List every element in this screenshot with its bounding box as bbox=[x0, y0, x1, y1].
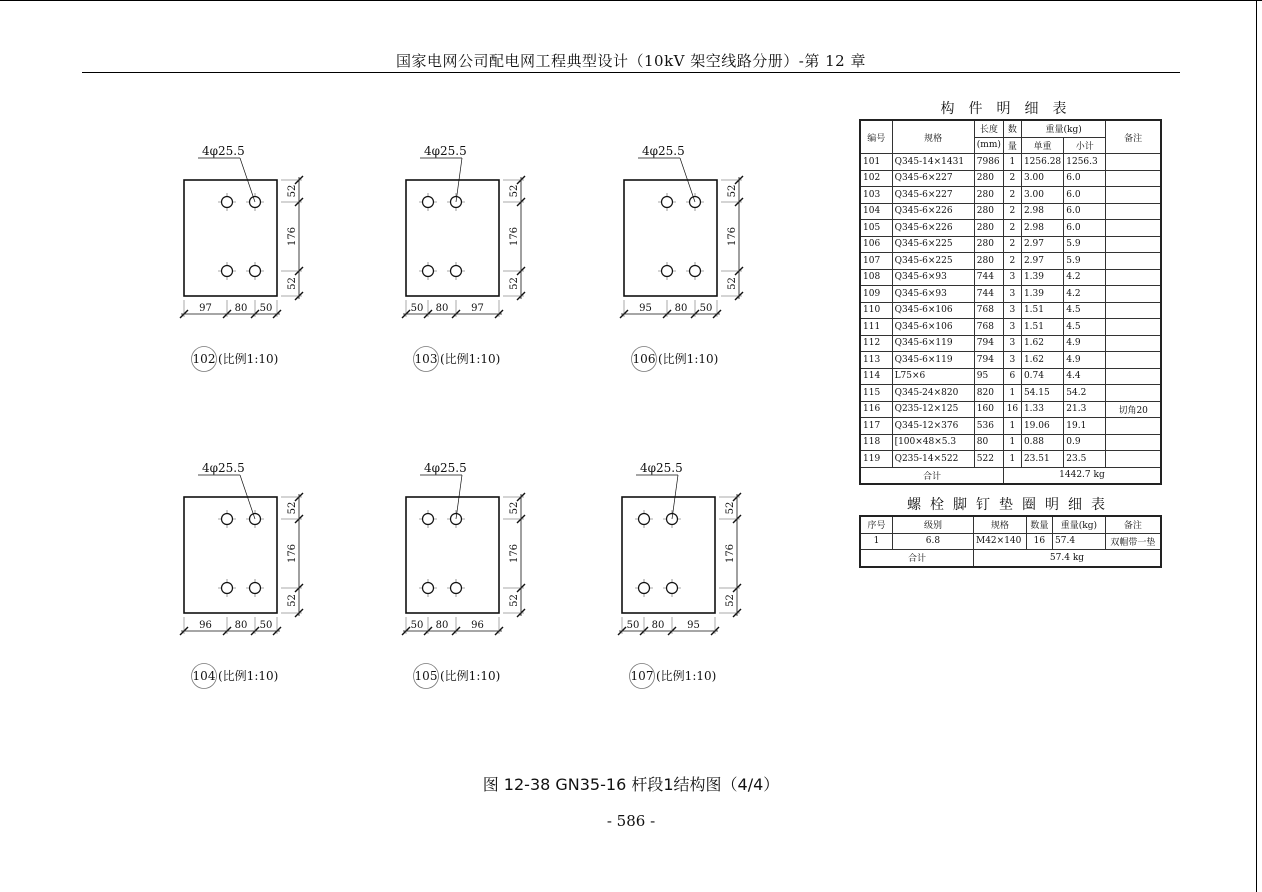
cell-remark bbox=[1106, 154, 1161, 171]
cell-remark bbox=[1106, 269, 1161, 286]
cell-unit-weight: 23.51 bbox=[1021, 451, 1063, 468]
vertical-dimension: 52 bbox=[287, 594, 298, 607]
vertical-dimension: 52 bbox=[725, 594, 736, 607]
parts-table-title: 构件明细表 bbox=[940, 101, 1081, 117]
cell-no: 117 bbox=[860, 418, 892, 435]
parts-total-value: 1442.7 kg bbox=[1003, 467, 1161, 484]
part-mark-number: 104 bbox=[192, 669, 216, 683]
cell-spec: Q345-14×1431 bbox=[892, 154, 974, 171]
plate-drawing bbox=[620, 140, 770, 380]
cell-no: 116 bbox=[860, 401, 892, 418]
cell-remark bbox=[1106, 451, 1161, 468]
cell-remark bbox=[1106, 220, 1161, 237]
part-mark-number: 107 bbox=[630, 669, 654, 683]
cell-unit-weight: 3.00 bbox=[1021, 170, 1063, 187]
vertical-dimension: 52 bbox=[509, 594, 520, 607]
bolt-hole bbox=[250, 583, 261, 594]
cell-qty: 16 bbox=[1003, 401, 1021, 418]
cell-qty: 16 bbox=[1026, 533, 1052, 550]
col-header-spec: 规格 bbox=[892, 120, 974, 154]
cell-length: 768 bbox=[974, 302, 1003, 319]
cell-spec: Q235-14×522 bbox=[892, 451, 974, 468]
cell-unit-weight: 54.15 bbox=[1021, 385, 1063, 402]
cell-unit-weight: 1.39 bbox=[1021, 269, 1063, 286]
cell-subtotal: 23.5 bbox=[1064, 451, 1106, 468]
cell-no: 110 bbox=[860, 302, 892, 319]
table-row bbox=[860, 302, 1161, 319]
table-row bbox=[860, 170, 1161, 187]
scale-label: (比例1:10) bbox=[656, 669, 717, 683]
col-header-no: 编号 bbox=[860, 120, 892, 154]
horizontal-dimension: 97 bbox=[471, 303, 484, 314]
cell-no: 106 bbox=[860, 236, 892, 253]
cell-subtotal: 5.9 bbox=[1064, 253, 1106, 270]
bolt-hole bbox=[423, 583, 434, 594]
vertical-dimension: 52 bbox=[509, 277, 520, 290]
cell-no: 119 bbox=[860, 451, 892, 468]
cell-no: 101 bbox=[860, 154, 892, 171]
table-row bbox=[860, 451, 1161, 468]
bolt-hole bbox=[662, 197, 673, 208]
cell-unit-weight: 1.39 bbox=[1021, 286, 1063, 303]
cell-spec: Q345-6×119 bbox=[892, 335, 974, 352]
horizontal-dimension: 80 bbox=[435, 620, 449, 631]
cell-no: 102 bbox=[860, 170, 892, 187]
table-row bbox=[860, 368, 1161, 385]
plate-svg bbox=[402, 140, 552, 380]
plate-drawing bbox=[402, 457, 552, 697]
cell-spec: Q345-6×119 bbox=[892, 352, 974, 369]
table-row bbox=[860, 319, 1161, 336]
bolt-hole bbox=[639, 514, 650, 525]
cell-no: 105 bbox=[860, 220, 892, 237]
page-top-border bbox=[0, 0, 1262, 1]
cell-length: 7986 bbox=[974, 154, 1003, 171]
cell-unit-weight: 3.00 bbox=[1021, 187, 1063, 204]
cell-unit-weight: 1.51 bbox=[1021, 302, 1063, 319]
part-mark-number: 106 bbox=[632, 352, 656, 366]
col-header-subtotal: 小计 bbox=[1064, 137, 1106, 154]
bolt-hole bbox=[667, 583, 678, 594]
cell-no: 103 bbox=[860, 187, 892, 204]
cell-remark bbox=[1106, 253, 1161, 270]
page-right-border bbox=[1256, 0, 1257, 892]
cell-spec: L75×6 bbox=[892, 368, 974, 385]
cell-qty: 2 bbox=[1003, 170, 1021, 187]
cell-no: 104 bbox=[860, 203, 892, 220]
plate-svg bbox=[620, 140, 770, 380]
table-row bbox=[860, 236, 1161, 253]
cell-subtotal: 0.9 bbox=[1064, 434, 1106, 451]
cell-length: 160 bbox=[974, 401, 1003, 418]
scale-label: (比例1:10) bbox=[440, 669, 501, 683]
cell-no: 108 bbox=[860, 269, 892, 286]
cell-qty: 2 bbox=[1003, 236, 1021, 253]
vertical-dimension: 176 bbox=[287, 226, 298, 247]
table-row bbox=[860, 220, 1161, 237]
horizontal-dimension: 80 bbox=[435, 303, 449, 314]
bolt-hole bbox=[662, 266, 673, 277]
scale-label: (比例1:10) bbox=[440, 352, 501, 366]
horizontal-dimension: 50 bbox=[626, 620, 640, 631]
table-row bbox=[860, 286, 1161, 303]
scale-label: (比例1:10) bbox=[218, 352, 279, 366]
col-header-weight: 重量(kg) bbox=[1021, 120, 1105, 137]
cell-spec: Q345-6×225 bbox=[892, 236, 974, 253]
horizontal-dimension: 95 bbox=[639, 303, 652, 314]
cell-subtotal: 6.0 bbox=[1064, 203, 1106, 220]
cell-unit-weight: 0.88 bbox=[1021, 434, 1063, 451]
cell-spec: Q345-6×227 bbox=[892, 170, 974, 187]
cell-remark bbox=[1106, 236, 1161, 253]
col-header-qty2: 量 bbox=[1003, 137, 1021, 154]
horizontal-dimension: 80 bbox=[234, 303, 248, 314]
cell-remark bbox=[1106, 203, 1161, 220]
bolt-total-value: 57.4 kg bbox=[973, 550, 1161, 567]
horizontal-dimension: 50 bbox=[699, 303, 713, 314]
cell-no: 112 bbox=[860, 335, 892, 352]
cell-qty: 2 bbox=[1003, 253, 1021, 270]
bolt-col-grade: 级别 bbox=[892, 516, 973, 533]
table-row bbox=[860, 533, 1161, 550]
part-mark-number: 105 bbox=[414, 669, 438, 683]
cell-length: 95 bbox=[974, 368, 1003, 385]
cell-qty: 3 bbox=[1003, 269, 1021, 286]
col-header-length: 长度 bbox=[974, 120, 1003, 137]
plate-drawing bbox=[180, 457, 330, 697]
bolt-hole bbox=[222, 197, 233, 208]
cell-qty: 6 bbox=[1003, 368, 1021, 385]
cell-no: 118 bbox=[860, 434, 892, 451]
hole-label: 4φ25.5 bbox=[424, 461, 467, 475]
cell-length: 522 bbox=[974, 451, 1003, 468]
hole-label: 4φ25.5 bbox=[424, 144, 467, 158]
cell-spec: Q345-6×225 bbox=[892, 253, 974, 270]
scale-label: (比例1:10) bbox=[658, 352, 719, 366]
cell-qty: 1 bbox=[1003, 418, 1021, 435]
vertical-dimension: 52 bbox=[287, 184, 298, 198]
cell-subtotal: 1256.3 bbox=[1064, 154, 1106, 171]
page-number: - 586 - bbox=[606, 812, 656, 830]
cell-subtotal: 4.5 bbox=[1064, 319, 1106, 336]
cell-qty: 3 bbox=[1003, 286, 1021, 303]
hole-label: 4φ25.5 bbox=[202, 144, 245, 158]
cell-length: 80 bbox=[974, 434, 1003, 451]
table-row bbox=[860, 187, 1161, 204]
plate-drawing bbox=[180, 140, 330, 380]
cell-subtotal: 6.0 bbox=[1064, 187, 1106, 204]
cell-spec: Q345-12×376 bbox=[892, 418, 974, 435]
cell-qty: 1 bbox=[1003, 385, 1021, 402]
vertical-dimension: 176 bbox=[727, 226, 738, 247]
hole-label: 4φ25.5 bbox=[202, 461, 245, 475]
cell-remark bbox=[1106, 335, 1161, 352]
col-header-unit-weight: 单重 bbox=[1021, 137, 1063, 154]
cell-length: 744 bbox=[974, 286, 1003, 303]
cell-spec: Q235-12×125 bbox=[892, 401, 974, 418]
cell-spec: Q345-6×226 bbox=[892, 220, 974, 237]
horizontal-dimension: 96 bbox=[471, 620, 484, 631]
vertical-dimension: 176 bbox=[287, 543, 298, 564]
cell-subtotal: 6.0 bbox=[1064, 170, 1106, 187]
col-header-length-unit: (mm) bbox=[974, 137, 1003, 154]
part-mark-number: 102 bbox=[192, 352, 216, 366]
bolt-col-weight: 重量(kg) bbox=[1053, 516, 1106, 533]
vertical-dimension: 52 bbox=[287, 277, 298, 290]
cell-no: 1 bbox=[860, 533, 892, 550]
cell-unit-weight: 2.98 bbox=[1021, 203, 1063, 220]
cell-remark bbox=[1106, 352, 1161, 369]
bolt-hole bbox=[423, 266, 434, 277]
bolt-hole bbox=[250, 266, 261, 277]
table-row bbox=[860, 269, 1161, 286]
table-row bbox=[860, 253, 1161, 270]
cell-unit-weight: 1.51 bbox=[1021, 319, 1063, 336]
bolt-table-title: 螺栓脚钉垫圈明细表 bbox=[907, 497, 1114, 513]
col-header-remark: 备注 bbox=[1106, 120, 1161, 154]
cell-qty: 2 bbox=[1003, 187, 1021, 204]
cell-no: 114 bbox=[860, 368, 892, 385]
hole-label: 4φ25.5 bbox=[642, 144, 685, 158]
cell-length: 744 bbox=[974, 269, 1003, 286]
cell-length: 280 bbox=[974, 220, 1003, 237]
cell-remark: 切角20 bbox=[1106, 401, 1161, 418]
horizontal-dimension: 50 bbox=[410, 303, 424, 314]
bolt-table bbox=[859, 515, 1162, 568]
cell-length: 768 bbox=[974, 319, 1003, 336]
bolt-hole bbox=[423, 197, 434, 208]
cell-unit-weight: 2.97 bbox=[1021, 253, 1063, 270]
vertical-dimension: 176 bbox=[509, 226, 520, 247]
bolt-col-remark: 备注 bbox=[1105, 516, 1161, 533]
cell-subtotal: 19.1 bbox=[1064, 418, 1106, 435]
cell-qty: 2 bbox=[1003, 203, 1021, 220]
cell-remark bbox=[1106, 286, 1161, 303]
bolt-hole bbox=[639, 583, 650, 594]
cell-no: 113 bbox=[860, 352, 892, 369]
bolt-hole bbox=[222, 583, 233, 594]
cell-length: 280 bbox=[974, 203, 1003, 220]
cell-length: 794 bbox=[974, 335, 1003, 352]
cell-unit-weight: 1.62 bbox=[1021, 352, 1063, 369]
cell-length: 280 bbox=[974, 253, 1003, 270]
cell-unit-weight: 2.97 bbox=[1021, 236, 1063, 253]
cell-unit-weight: 19.06 bbox=[1021, 418, 1063, 435]
cell-subtotal: 4.4 bbox=[1064, 368, 1106, 385]
horizontal-dimension: 50 bbox=[259, 620, 273, 631]
cell-qty: 3 bbox=[1003, 302, 1021, 319]
cell-remark bbox=[1106, 434, 1161, 451]
header-rule bbox=[82, 72, 1180, 73]
cell-no: 115 bbox=[860, 385, 892, 402]
horizontal-dimension: 96 bbox=[199, 620, 212, 631]
cell-subtotal: 4.9 bbox=[1064, 335, 1106, 352]
cell-remark bbox=[1106, 170, 1161, 187]
parts-total-label: 合计 bbox=[860, 467, 1003, 484]
cell-spec: Q345-6×227 bbox=[892, 187, 974, 204]
cell-qty: 3 bbox=[1003, 335, 1021, 352]
col-header-qty: 数 bbox=[1003, 120, 1021, 137]
cell-qty: 1 bbox=[1003, 434, 1021, 451]
cell-spec: Q345-24×820 bbox=[892, 385, 974, 402]
cell-qty: 1 bbox=[1003, 451, 1021, 468]
bolt-hole bbox=[222, 266, 233, 277]
cell-no: 107 bbox=[860, 253, 892, 270]
bolt-hole bbox=[690, 266, 701, 277]
bolt-table-block bbox=[859, 494, 1162, 568]
plate-svg bbox=[402, 457, 552, 697]
cell-unit-weight: 0.74 bbox=[1021, 368, 1063, 385]
cell-qty: 3 bbox=[1003, 319, 1021, 336]
horizontal-dimension: 95 bbox=[687, 620, 700, 631]
cell-subtotal: 4.2 bbox=[1064, 286, 1106, 303]
bolt-col-qty: 数量 bbox=[1026, 516, 1052, 533]
table-row bbox=[860, 154, 1161, 171]
scale-label: (比例1:10) bbox=[218, 669, 279, 683]
cell-subtotal: 6.0 bbox=[1064, 220, 1106, 237]
vertical-dimension: 176 bbox=[509, 543, 520, 564]
vertical-dimension: 176 bbox=[725, 543, 736, 564]
cell-spec: Q345-6×106 bbox=[892, 302, 974, 319]
plate-svg bbox=[180, 457, 330, 697]
bolt-total-label: 合计 bbox=[860, 550, 973, 567]
cell-unit-weight: 1.33 bbox=[1021, 401, 1063, 418]
parts-table-block bbox=[859, 98, 1162, 485]
cell-unit-weight: 1256.28 bbox=[1021, 154, 1063, 171]
cell-qty: 3 bbox=[1003, 352, 1021, 369]
table-row bbox=[860, 385, 1161, 402]
plate-drawing bbox=[618, 457, 768, 697]
vertical-dimension: 52 bbox=[287, 501, 298, 515]
table-row bbox=[860, 401, 1161, 418]
cell-remark bbox=[1106, 385, 1161, 402]
table-row bbox=[860, 434, 1161, 451]
figure-caption: 图 12-38 GN35-16 杆段1结构图（4/4） bbox=[482, 775, 780, 794]
table-row bbox=[860, 203, 1161, 220]
horizontal-dimension: 50 bbox=[410, 620, 424, 631]
cell-subtotal: 54.2 bbox=[1064, 385, 1106, 402]
cell-length: 536 bbox=[974, 418, 1003, 435]
horizontal-dimension: 97 bbox=[199, 303, 212, 314]
cell-spec: [100×48×5.3 bbox=[892, 434, 974, 451]
cell-subtotal: 21.3 bbox=[1064, 401, 1106, 418]
cell-subtotal: 4.9 bbox=[1064, 352, 1106, 369]
horizontal-dimension: 80 bbox=[674, 303, 688, 314]
cell-no: 109 bbox=[860, 286, 892, 303]
cell-subtotal: 4.5 bbox=[1064, 302, 1106, 319]
cell-no: 111 bbox=[860, 319, 892, 336]
bolt-col-spec: 规格 bbox=[973, 516, 1026, 533]
cell-grade: 6.8 bbox=[892, 533, 973, 550]
vertical-dimension: 52 bbox=[725, 501, 736, 515]
vertical-dimension: 52 bbox=[727, 184, 738, 198]
cell-subtotal: 4.2 bbox=[1064, 269, 1106, 286]
cell-weight: 57.4 bbox=[1053, 533, 1106, 550]
plate-svg bbox=[618, 457, 768, 697]
horizontal-dimension: 50 bbox=[259, 303, 273, 314]
horizontal-dimension: 80 bbox=[234, 620, 248, 631]
cell-qty: 2 bbox=[1003, 220, 1021, 237]
cell-length: 280 bbox=[974, 170, 1003, 187]
cell-subtotal: 5.9 bbox=[1064, 236, 1106, 253]
hole-label: 4φ25.5 bbox=[640, 461, 683, 475]
bolt-hole bbox=[222, 514, 233, 525]
table-row bbox=[860, 418, 1161, 435]
part-mark-number: 103 bbox=[414, 352, 438, 366]
page-header-title: 国家电网公司配电网工程典型设计（10kV 架空线路分册）-第 12 章 bbox=[396, 52, 866, 70]
bolt-hole bbox=[423, 514, 434, 525]
table-row bbox=[860, 335, 1161, 352]
cell-remark bbox=[1106, 302, 1161, 319]
cell-remark bbox=[1106, 418, 1161, 435]
cell-spec: Q345-6×93 bbox=[892, 269, 974, 286]
cell-length: 280 bbox=[974, 236, 1003, 253]
plate-drawing bbox=[402, 140, 552, 380]
table-row bbox=[860, 352, 1161, 369]
vertical-dimension: 52 bbox=[509, 184, 520, 198]
vertical-dimension: 52 bbox=[727, 277, 738, 290]
cell-remark bbox=[1106, 187, 1161, 204]
parts-table bbox=[859, 119, 1162, 485]
cell-remark bbox=[1106, 319, 1161, 336]
plate-svg bbox=[180, 140, 330, 380]
cell-spec: Q345-6×226 bbox=[892, 203, 974, 220]
cell-unit-weight: 1.62 bbox=[1021, 335, 1063, 352]
cell-spec: Q345-6×93 bbox=[892, 286, 974, 303]
cell-length: 820 bbox=[974, 385, 1003, 402]
cell-length: 280 bbox=[974, 187, 1003, 204]
bolt-hole bbox=[451, 583, 462, 594]
cell-unit-weight: 2.98 bbox=[1021, 220, 1063, 237]
vertical-dimension: 52 bbox=[509, 501, 520, 515]
cell-length: 794 bbox=[974, 352, 1003, 369]
cell-qty: 1 bbox=[1003, 154, 1021, 171]
cell-remark: 双帽带一垫 bbox=[1105, 533, 1161, 550]
bolt-col-no: 序号 bbox=[860, 516, 892, 533]
cell-spec: M42×140 bbox=[973, 533, 1026, 550]
cell-spec: Q345-6×106 bbox=[892, 319, 974, 336]
horizontal-dimension: 80 bbox=[651, 620, 665, 631]
cell-remark bbox=[1106, 368, 1161, 385]
bolt-hole bbox=[451, 266, 462, 277]
